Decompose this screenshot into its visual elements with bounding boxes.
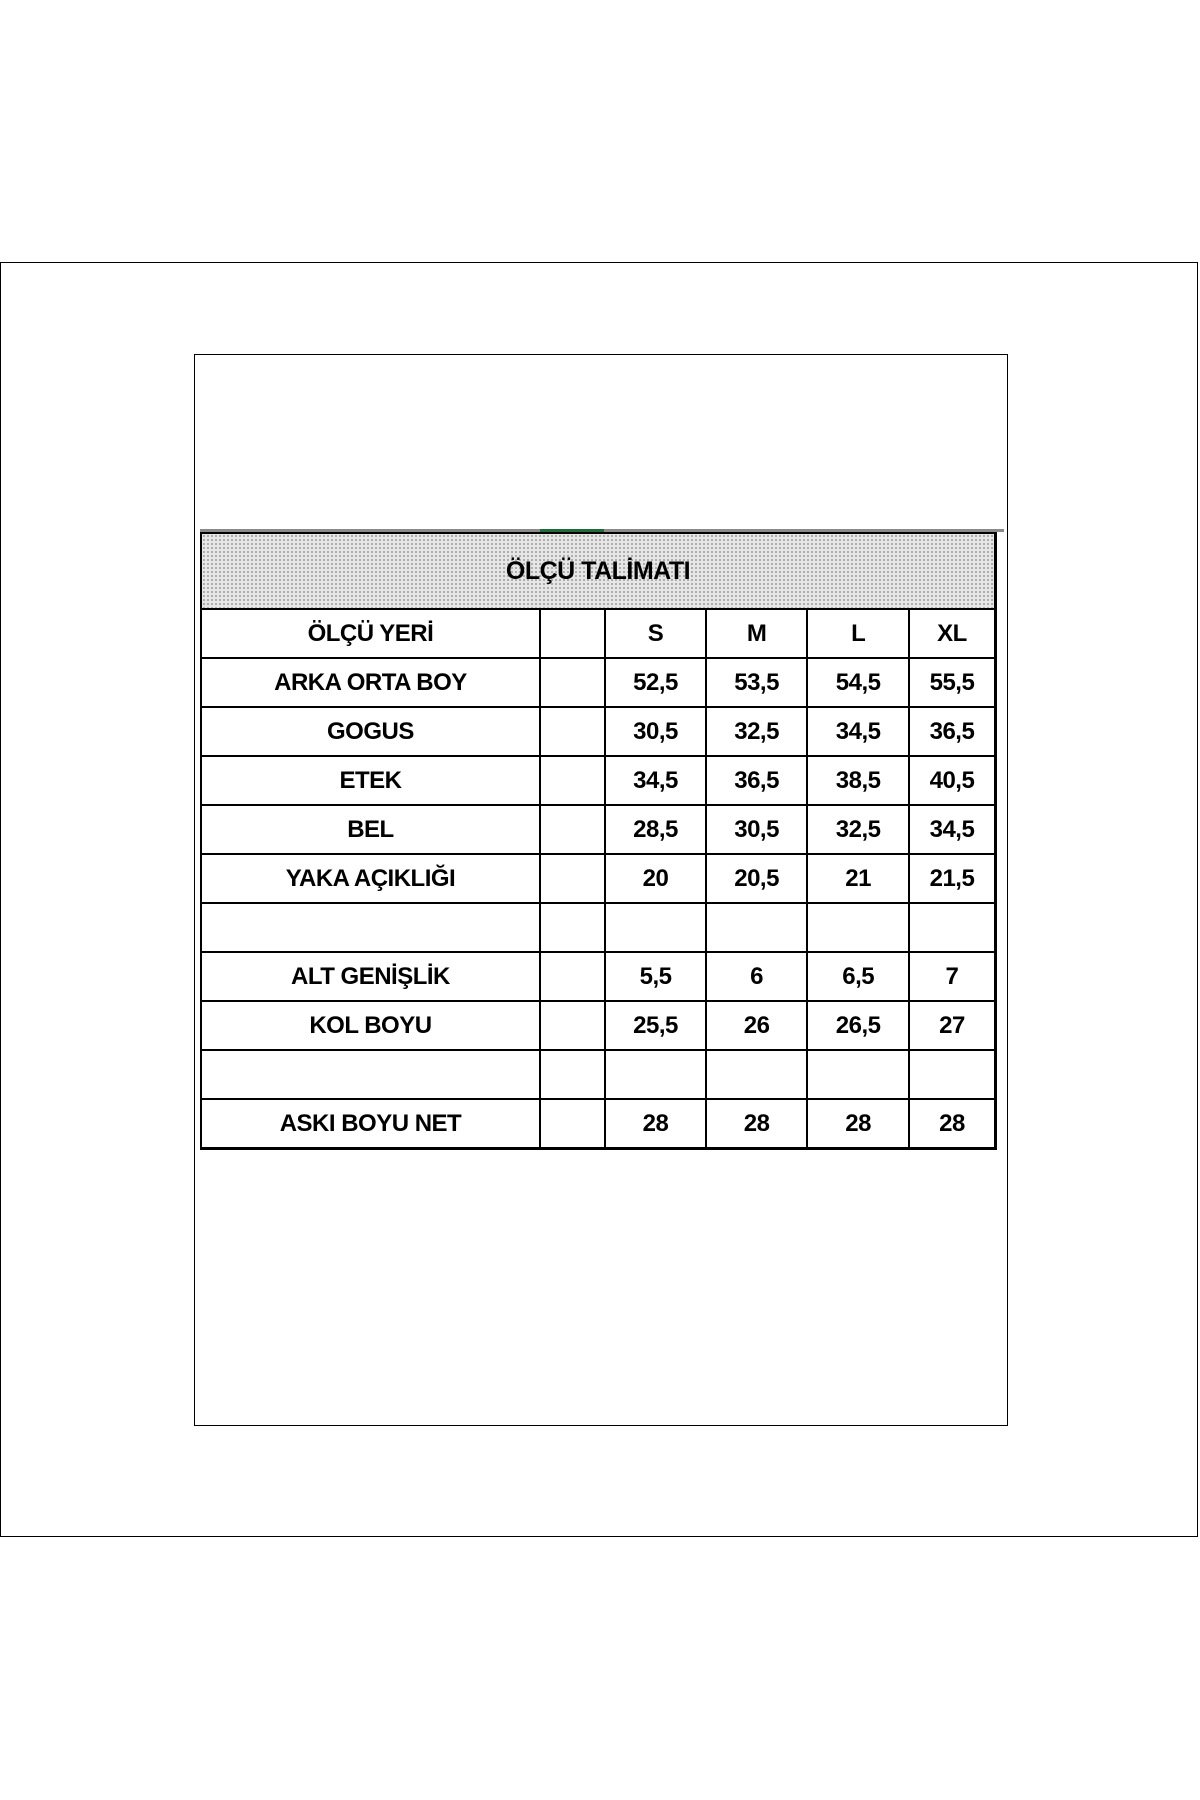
table-row [201,1050,996,1099]
size-value: 26 [706,1001,808,1050]
size-value: 38,5 [807,756,909,805]
size-value [807,903,909,952]
row-label [201,903,540,952]
size-value: 53,5 [706,658,808,707]
blank-cell [540,1099,605,1149]
size-value: 21 [807,854,909,903]
header-row [201,609,996,658]
table-row [201,756,996,805]
size-value: 7 [909,952,996,1001]
row-label: ARKA ORTA BOY [201,658,540,707]
blank-cell [540,952,605,1001]
table-title: ÖLÇÜ TALİMATI [201,533,996,609]
size-value: 36,5 [909,707,996,756]
size-value: 30,5 [706,805,808,854]
header-blank-cell [540,609,605,658]
size-value [909,903,996,952]
size-value [909,1050,996,1099]
size-value: 32,5 [706,707,808,756]
row-label: GOGUS [201,707,540,756]
header-size-s: S [605,609,706,658]
size-value: 6 [706,952,808,1001]
header-size-m: M [706,609,808,658]
size-value: 54,5 [807,658,909,707]
size-value: 25,5 [605,1001,706,1050]
blank-cell [540,1050,605,1099]
blank-cell [540,805,605,854]
size-value: 28 [807,1099,909,1149]
blank-cell [540,658,605,707]
size-value: 52,5 [605,658,706,707]
size-value [706,1050,808,1099]
title-row [201,533,996,609]
size-chart-table [200,532,997,1150]
row-label [201,1050,540,1099]
row-label: YAKA AÇIKLIĞI [201,854,540,903]
table-row [201,903,996,952]
size-value: 34,5 [605,756,706,805]
size-value [605,903,706,952]
size-chart-body [201,533,996,1149]
size-value: 20 [605,854,706,903]
blank-cell [540,756,605,805]
table-row [201,805,996,854]
size-value: 28,5 [605,805,706,854]
row-label: ALT GENİŞLİK [201,952,540,1001]
size-value: 55,5 [909,658,996,707]
blank-cell [540,903,605,952]
size-value: 20,5 [706,854,808,903]
size-value: 6,5 [807,952,909,1001]
table-row [201,1099,996,1149]
table-row [201,854,996,903]
size-value [605,1050,706,1099]
size-value: 34,5 [909,805,996,854]
table-row [201,658,996,707]
blank-cell [540,854,605,903]
size-value: 26,5 [807,1001,909,1050]
table-row [201,707,996,756]
blank-cell [540,707,605,756]
size-value [706,903,808,952]
size-value: 27 [909,1001,996,1050]
size-value: 21,5 [909,854,996,903]
size-value: 40,5 [909,756,996,805]
size-value [807,1050,909,1099]
size-value: 36,5 [706,756,808,805]
row-label: BEL [201,805,540,854]
row-label: ETEK [201,756,540,805]
size-value: 28 [605,1099,706,1149]
header-label-cell: ÖLÇÜ YERİ [201,609,540,658]
size-value: 28 [909,1099,996,1149]
table-row [201,952,996,1001]
row-label: KOL BOYU [201,1001,540,1050]
header-size-xl: XL [909,609,996,658]
header-size-l: L [807,609,909,658]
size-value: 34,5 [807,707,909,756]
size-value: 5,5 [605,952,706,1001]
table-row [201,1001,996,1050]
blank-cell [540,1001,605,1050]
row-label: ASKI BOYU NET [201,1099,540,1149]
size-value: 28 [706,1099,808,1149]
size-value: 32,5 [807,805,909,854]
size-value: 30,5 [605,707,706,756]
